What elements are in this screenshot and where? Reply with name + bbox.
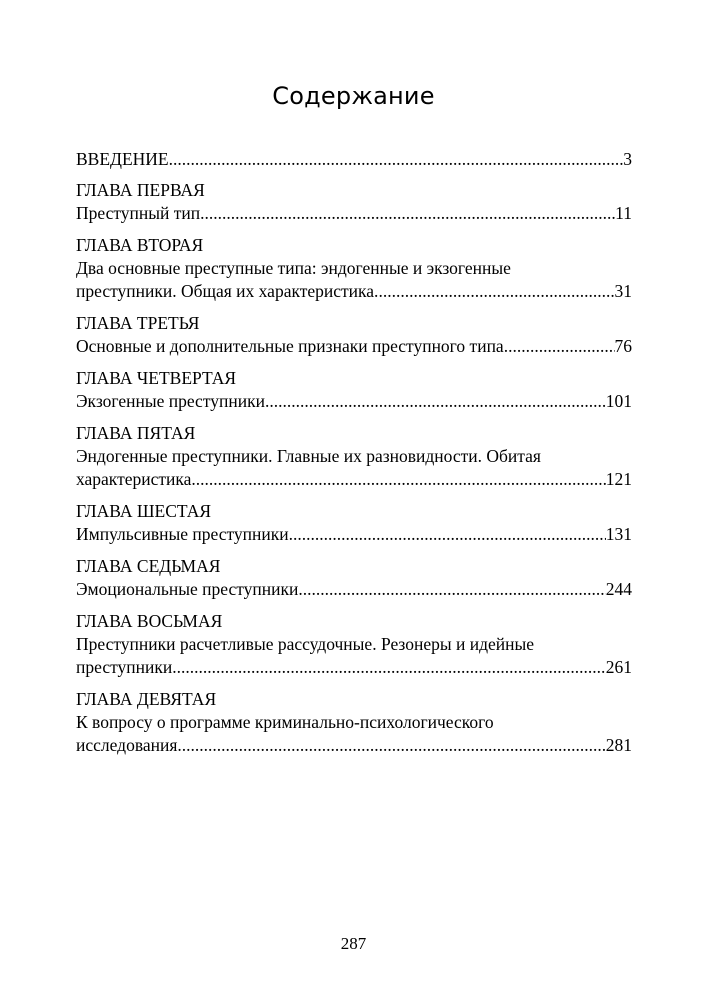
toc-entry-title: Импульсивные преступники bbox=[76, 524, 289, 544]
toc-entry-title: исследования. bbox=[76, 735, 182, 755]
toc-entry-chapter-8 bbox=[76, 610, 632, 679]
toc-entry-line bbox=[76, 468, 632, 491]
toc-entry-chapter-3 bbox=[76, 312, 632, 358]
toc-entry-title: преступники. Общая их характеристика. bbox=[76, 281, 379, 301]
toc-entry-title-line: Преступники расчетливые рассудочные. Резонеры и идейные bbox=[76, 634, 535, 654]
chapter-heading: ГЛАВА ЧЕТВЕРТАЯ bbox=[76, 368, 237, 388]
toc-entry-page: 131 bbox=[605, 524, 632, 544]
toc-entry-title: Экзогенные преступники. bbox=[76, 391, 270, 411]
toc-entry-page: 31 bbox=[614, 281, 632, 301]
toc-entry-chapter-1 bbox=[76, 179, 632, 225]
toc-entry-page: 244 bbox=[605, 579, 632, 599]
toc-entry-chapter-5 bbox=[76, 422, 632, 491]
toc-entry-chapter-7 bbox=[76, 555, 632, 601]
dot-leader bbox=[169, 148, 624, 171]
table-of-contents bbox=[76, 148, 632, 766]
toc-entry-page: 261 bbox=[605, 657, 632, 677]
toc-entry-line bbox=[76, 148, 632, 171]
toc-entry-page: 11 bbox=[615, 203, 632, 223]
chapter-heading: ГЛАВА ПЯТАЯ bbox=[76, 423, 196, 443]
toc-entry-line bbox=[76, 335, 632, 358]
dot-leader bbox=[378, 280, 614, 303]
toc-entry-title-line: Эндогенные преступники. Главные их разновидности. Обитая bbox=[76, 446, 541, 466]
toc-entry-title-line: К вопросу о программе криминально-психологического bbox=[76, 712, 494, 732]
toc-entry-page: 121 bbox=[605, 469, 632, 489]
toc-entry-title: преступники bbox=[76, 657, 173, 677]
toc-entry-line bbox=[76, 390, 632, 413]
page-title: Содержание bbox=[272, 82, 435, 110]
dot-leader bbox=[172, 656, 606, 679]
toc-entry-line bbox=[76, 202, 632, 225]
chapter-heading: ГЛАВА ШЕСТАЯ bbox=[76, 501, 212, 521]
chapter-heading: ГЛАВА СЕДЬМАЯ bbox=[76, 556, 221, 576]
chapter-heading: ГЛАВА ДЕВЯТАЯ bbox=[76, 689, 217, 709]
toc-entry-line bbox=[76, 578, 632, 601]
toc-entry-line bbox=[76, 656, 632, 679]
toc-entry-line bbox=[76, 280, 632, 303]
toc-entry-chapter-9 bbox=[76, 688, 632, 757]
toc-entry-chapter-6 bbox=[76, 500, 632, 546]
chapter-heading: ГЛАВА ВОСЬМАЯ bbox=[76, 611, 223, 631]
toc-entry-page: 3 bbox=[623, 149, 632, 169]
toc-entry-line bbox=[76, 523, 632, 546]
toc-entry-title: Эмоциональные преступники bbox=[76, 579, 299, 599]
dot-leader bbox=[182, 734, 606, 757]
toc-entry-chapter-2 bbox=[76, 234, 632, 303]
page-number: 287 bbox=[340, 934, 367, 953]
dot-leader bbox=[196, 468, 606, 491]
toc-entry-title: Преступный тип bbox=[76, 203, 201, 223]
chapter-heading: ГЛАВА ВТОРАЯ bbox=[76, 235, 204, 255]
toc-entry-line bbox=[76, 734, 632, 757]
dot-leader bbox=[200, 202, 615, 225]
chapter-heading: ГЛАВА ТРЕТЬЯ bbox=[76, 313, 200, 333]
toc-entry-title: ВВЕДЕНИЕ bbox=[76, 149, 169, 169]
dot-leader bbox=[298, 578, 605, 601]
toc-entry-chapter-4 bbox=[76, 367, 632, 413]
dot-leader bbox=[289, 523, 606, 546]
chapter-heading: ГЛАВА ПЕРВАЯ bbox=[76, 180, 205, 200]
dot-leader bbox=[508, 335, 614, 358]
toc-entry-introduction bbox=[76, 148, 632, 171]
toc-entry-title: характеристика. bbox=[76, 469, 196, 489]
toc-entry-title: Основные и дополнительные признаки преступного типа. bbox=[76, 336, 509, 356]
toc-entry-page: 281 bbox=[605, 735, 632, 755]
dot-leader bbox=[269, 390, 605, 413]
toc-entry-page: 76 bbox=[614, 336, 632, 356]
toc-entry-title-line: Два основные преступные типа: эндогенные и экзогенные bbox=[76, 258, 511, 278]
toc-entry-page: 101 bbox=[605, 391, 632, 411]
